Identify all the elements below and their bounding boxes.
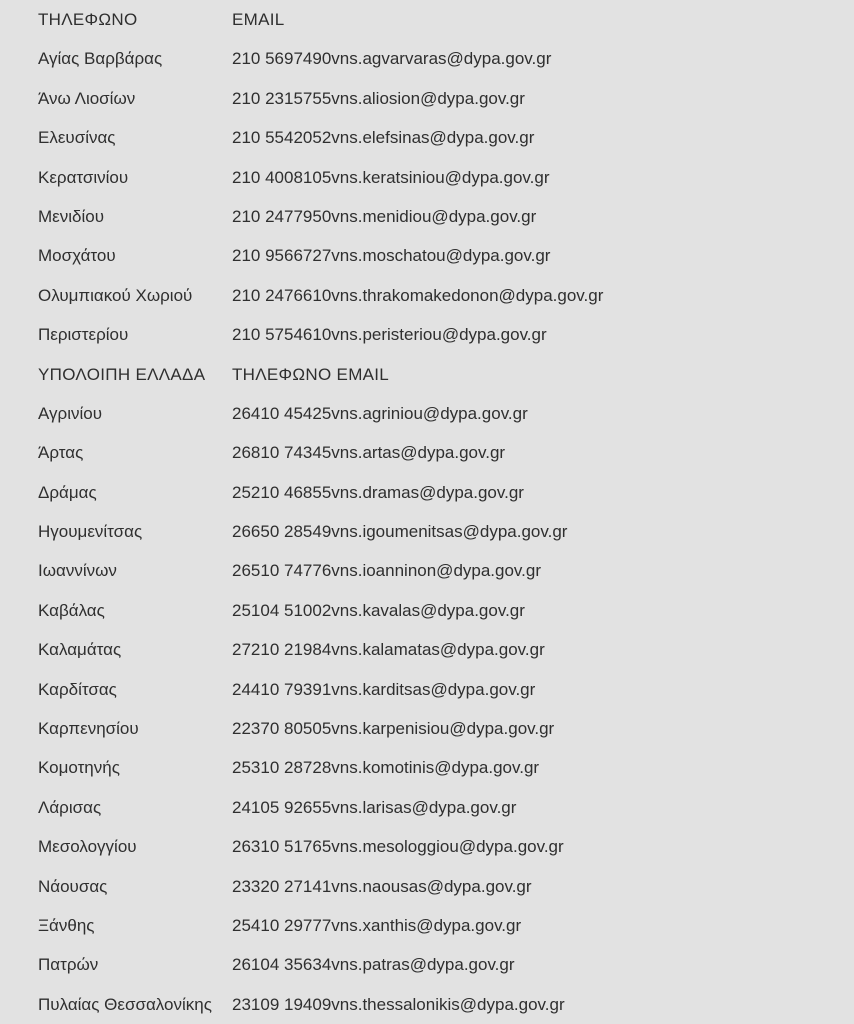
header-email-label: EMAIL — [232, 10, 285, 29]
office-contact: 25210 46855vns.dramas@dypa.gov.gr — [232, 482, 524, 502]
table-row — [38, 748, 838, 787]
office-name: Κομοτηνής — [38, 758, 120, 778]
table-row — [38, 551, 838, 590]
office-contact: 27210 21984vns.kalamatas@dypa.gov.gr — [232, 640, 545, 660]
table-row — [38, 236, 838, 275]
office-contact: 210 2477950vns.menidiou@dypa.gov.gr — [232, 206, 537, 226]
office-contact: 23320 27141vns.naousas@dypa.gov.gr — [232, 876, 532, 896]
table-header-row — [38, 0, 838, 39]
office-contact: 26510 74776vns.ioanninon@dypa.gov.gr — [232, 561, 542, 581]
table-row — [38, 433, 838, 472]
office-contact: 24410 79391vns.karditsas@dypa.gov.gr — [232, 679, 536, 699]
office-contact: 22370 80505vns.karpenisiou@dypa.gov.gr — [232, 719, 555, 739]
section-header-row — [38, 355, 838, 394]
table-row — [38, 315, 838, 354]
office-contact: 210 5697490vns.agvarvaras@dypa.gov.gr — [232, 49, 552, 69]
office-name: Άρτας — [38, 443, 84, 463]
office-contact: 24105 92655vns.larisas@dypa.gov.gr — [232, 797, 517, 817]
table-row — [38, 276, 838, 315]
table-row — [38, 197, 838, 236]
office-contact: 26310 51765vns.mesologgiou@dypa.gov.gr — [232, 837, 564, 857]
table-row — [38, 158, 838, 197]
office-name: Ελευσίνας — [38, 128, 116, 148]
office-contact: 23109 19409vns.thessalonikis@dypa.gov.gr — [232, 994, 565, 1014]
office-contact: 210 4008105vns.keratsiniou@dypa.gov.gr — [232, 167, 550, 187]
table-row — [38, 591, 838, 630]
office-name: Αγίας Βαρβάρας — [38, 49, 163, 69]
table-row — [38, 906, 838, 945]
office-name: Αγρινίου — [38, 403, 103, 423]
office-contact: 210 2315755vns.aliosion@dypa.gov.gr — [232, 88, 525, 108]
contacts-table — [38, 0, 838, 1024]
table-row — [38, 670, 838, 709]
office-name: Καρπενησίου — [38, 719, 139, 739]
office-name: Πυλαίας Θεσσαλονίκης — [38, 994, 212, 1014]
office-name: Ξάνθης — [38, 915, 95, 935]
office-name: Ιωαννίνων — [38, 561, 117, 581]
table-row — [38, 473, 838, 512]
table-row — [38, 118, 838, 157]
office-contact: 26810 74345vns.artas@dypa.gov.gr — [232, 443, 506, 463]
table-row — [38, 630, 838, 669]
office-name: Μοσχάτου — [38, 246, 116, 266]
table-row — [38, 985, 838, 1024]
table-row — [38, 512, 838, 551]
office-name: Πατρών — [38, 955, 99, 975]
section-columns-label: ΤΗΛΕΦΩΝΟ EMAIL — [232, 364, 390, 384]
office-contact: 210 9566727vns.moschatou@dypa.gov.gr — [232, 246, 551, 266]
office-contact: 210 5542052vns.elefsinas@dypa.gov.gr — [232, 128, 535, 148]
table-row — [38, 867, 838, 906]
table-row — [38, 709, 838, 748]
header-phone-label: ΤΗΛΕΦΩΝΟ — [38, 10, 138, 29]
table-row — [38, 39, 838, 78]
office-contact: 26104 35634vns.patras@dypa.gov.gr — [232, 955, 515, 975]
office-name: Μενιδίου — [38, 206, 105, 226]
office-name: Ολυμπιακού Χωριού — [38, 285, 193, 305]
office-name: Καβάλας — [38, 600, 105, 620]
office-contact: 26410 45425vns.agriniou@dypa.gov.gr — [232, 403, 528, 423]
table-row — [38, 827, 838, 866]
office-contact: 25104 51002vns.kavalas@dypa.gov.gr — [232, 600, 525, 620]
office-contact: 210 2476610vns.thrakomakedonon@dypa.gov.gr — [232, 285, 604, 305]
office-name: Νάουσας — [38, 876, 108, 896]
office-name: Καρδίτσας — [38, 679, 117, 699]
office-name: Κερατσινίου — [38, 167, 129, 187]
table-row — [38, 394, 838, 433]
office-contact: 25310 28728vns.komotinis@dypa.gov.gr — [232, 758, 540, 778]
office-name: Λάρισας — [38, 797, 102, 817]
office-name: Δράμας — [38, 482, 97, 502]
office-name: Καλαμάτας — [38, 640, 122, 660]
office-contact: 26650 28549vns.igoumenitsas@dypa.gov.gr — [232, 522, 568, 542]
section-title: ΥΠΟΛΟΙΠΗ ΕΛΛΑΔΑ — [38, 364, 206, 384]
table-row — [38, 945, 838, 984]
office-name: Ηγουμενίτσας — [38, 522, 143, 542]
office-name: Μεσολογγίου — [38, 837, 137, 857]
office-name: Περιστερίου — [38, 325, 129, 345]
office-contact: 25410 29777vns.xanthis@dypa.gov.gr — [232, 915, 522, 935]
table-row — [38, 79, 838, 118]
table-row — [38, 788, 838, 827]
office-name: Άνω Λιοσίων — [38, 88, 136, 108]
office-contact: 210 5754610vns.peristeriou@dypa.gov.gr — [232, 325, 547, 345]
